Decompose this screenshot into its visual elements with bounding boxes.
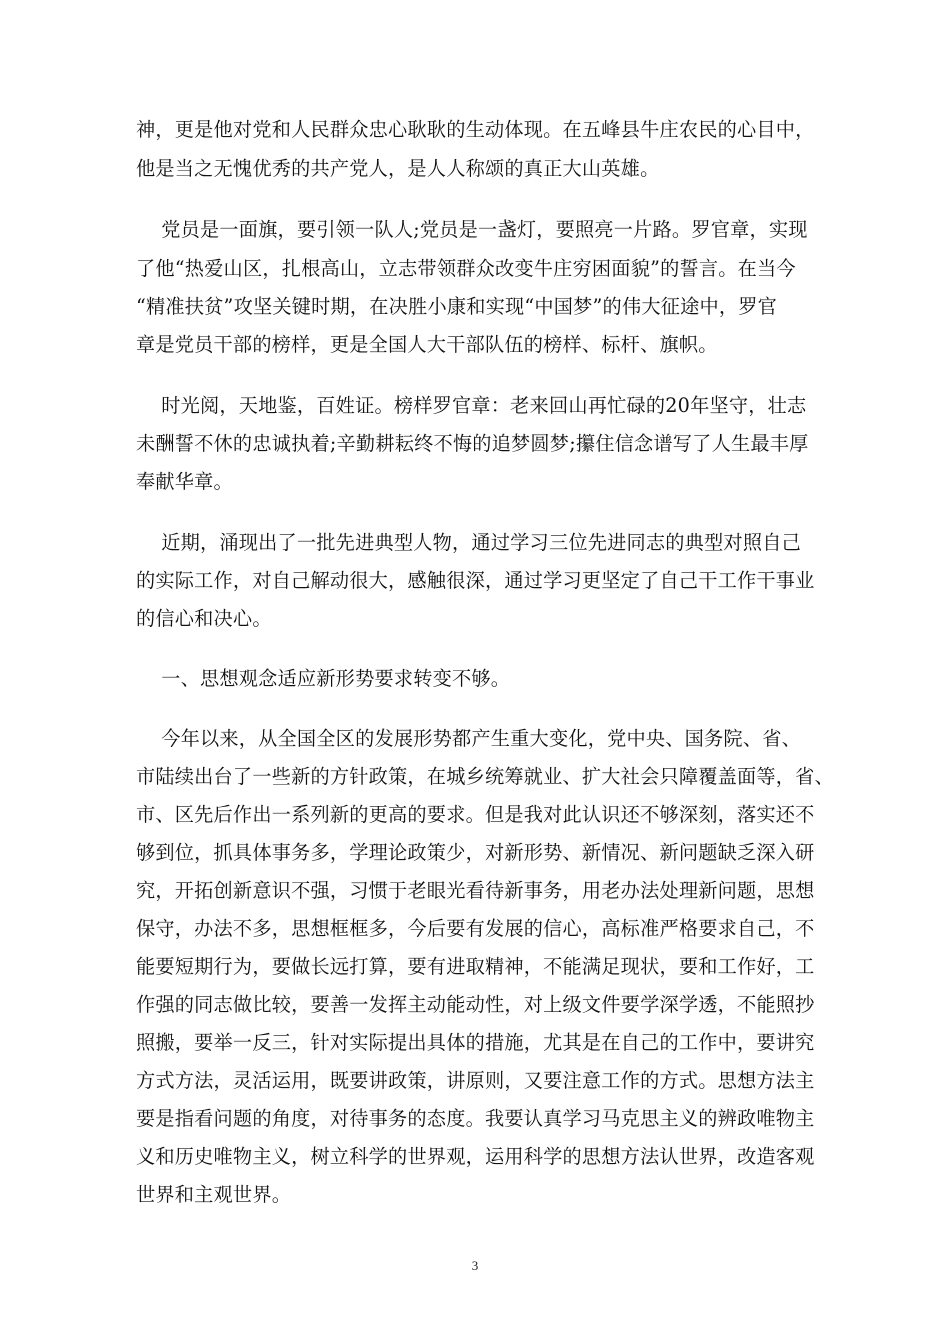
text-line: 党员是一面旗，要引领一队人;党员是一盏灯，要照亮一片路。罗官章，实现: [136, 218, 808, 241]
text-line: 章是党员干部的榜样，更是全国人大干部队伍的榜样、标杆、旗帜。: [136, 333, 718, 356]
text-line: 要是指看问题的角度，对待事务的态度。我要认真学习马克思主义的辨政唯物主: [136, 1107, 815, 1130]
text-line: 未酬誓不休的忠诚执着;辛勤耕耘终不悔的追梦圆梦;攥住信念谱写了人生最丰厚: [136, 432, 809, 455]
text-line: 近期，涌现出了一批先进典型人物，通过学习三位先进同志的典型对照自己: [136, 531, 801, 554]
page-number: 3: [471, 1258, 479, 1273]
text-line: 奉献华章。: [136, 470, 233, 493]
text-line: 够到位，抓具体事务多，学理论政策少，对新形势、新情况、新问题缺乏深入研: [136, 841, 815, 864]
text-line: 市陆续出台了一些新的方针政策，在城乡统筹就业、扩大社会只障覆盖面等，省、: [136, 765, 834, 788]
text-line: 义和历史唯物主义，树立科学的世界观，运用科学的思想方法认世界，改造客观: [136, 1145, 815, 1168]
text-line: 能要短期行为，要做长远打算，要有进取精神，不能满足现状，要和工作好，工: [136, 955, 815, 978]
text-line: “精准扶贫”攻坚关键时期，在决胜小康和实现“中国梦”的伟大征途中，罗官: [136, 295, 778, 318]
text-line: 的实际工作，对自己解动很大，感触很深，通过学习更坚定了自己干工作干事业: [136, 569, 815, 592]
text-line: 他是当之无愧优秀的共产党人，是人人称颂的真正大山英雄。: [136, 157, 660, 180]
text-line: 世界和主观世界。: [136, 1183, 292, 1206]
text-line: 了他“热爱山区，扎根高山，立志带领群众改变牛庄穷困面貌”的誓言。在当今: [136, 257, 796, 280]
text-line: 照搬，要举一反三，针对实际提出具体的措施，尤其是在自己的工作中，要讲究: [136, 1031, 815, 1054]
text-line: 方式方法，灵活运用，既要讲政策，讲原则，又要注意工作的方式。思想方法主: [136, 1069, 815, 1092]
text-line: 市、区先后作出一系列新的更高的要求。但是我对此认识还不够深刻，落实还不: [136, 803, 815, 826]
text-line: 时光阅，天地鉴，百姓证。榜样罗官章：老来回山再忙碌的20年坚守，壮志: [136, 394, 807, 417]
text-line: 的信心和决心。: [136, 607, 272, 630]
text-line: 神，更是他对党和人民群众忠心耿耿的生动体现。在五峰县牛庄农民的心目中，: [136, 118, 815, 141]
section-heading: 一、思想观念适应新形势要求转变不够。: [136, 667, 511, 690]
text-line: 今年以来，从全国全区的发展形势都产生重大变化，党中央、国务院、省、: [136, 727, 801, 750]
text-line: 究，开拓创新意识不强，习惯于老眼光看待新事务，用老办法处理新问题，思想: [136, 879, 815, 902]
text-line: 作强的同志做比较，要善一发挥主动能动性，对上级文件要学深学透，不能照抄: [136, 993, 815, 1016]
text-line: 保守，办法不多，思想框框多，今后要有发展的信心，高标准严格要求自己，不: [136, 917, 815, 940]
